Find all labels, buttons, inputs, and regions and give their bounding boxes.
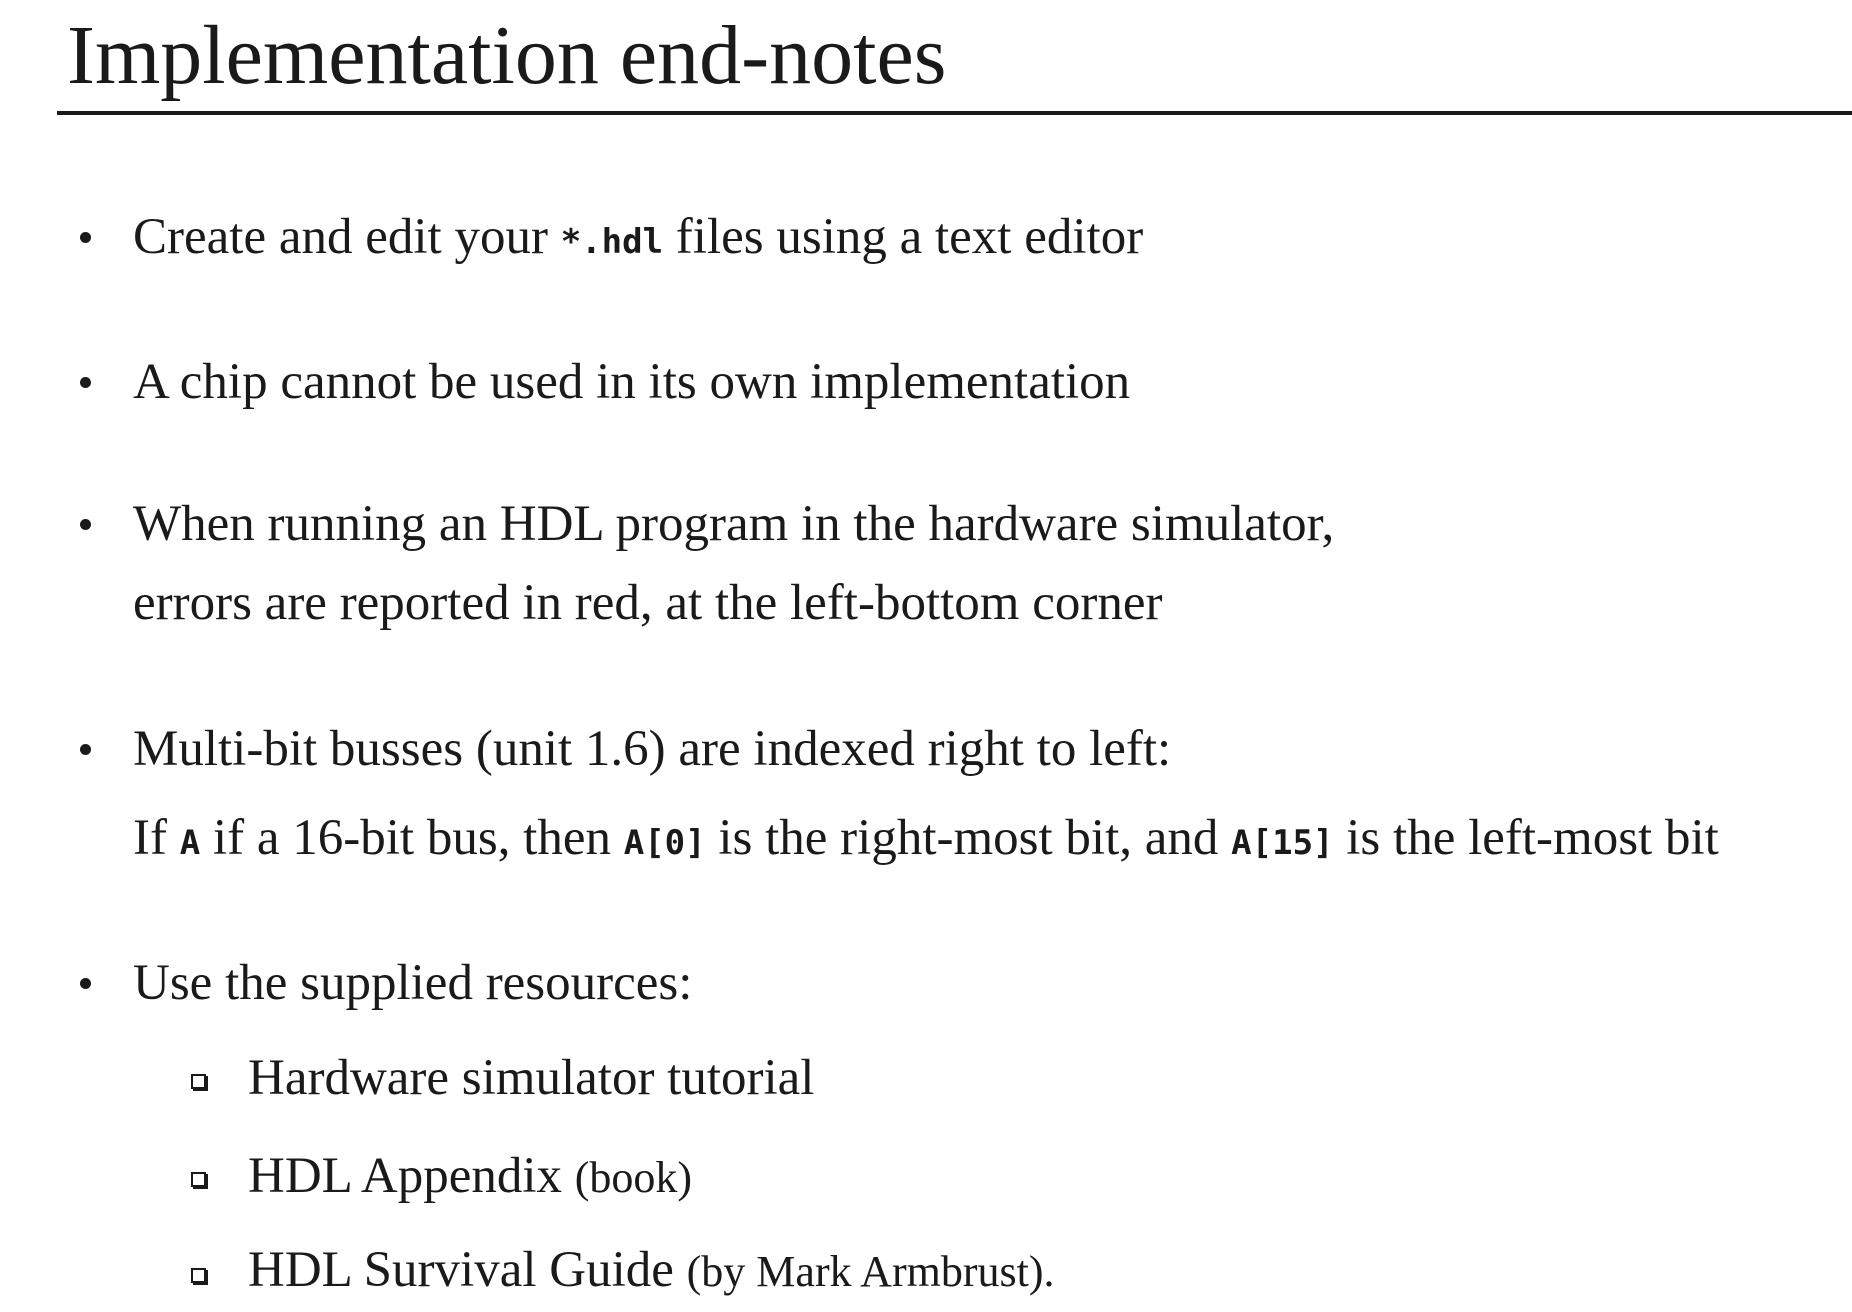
sub-bullet-box — [191, 1172, 206, 1187]
bullet-text-part: if a 16-bit bus, then — [200, 810, 624, 866]
resource-main: Hardware simulator tutorial — [248, 1050, 815, 1106]
sub-bullet-box — [191, 1074, 206, 1089]
slide-title: Implementation end-notes — [67, 9, 947, 102]
bullet-text: A chip cannot be used in its own implementation — [133, 354, 1131, 410]
bullet-dot — [80, 377, 91, 388]
bullet-dot — [80, 744, 91, 755]
resource-note: (book) — [574, 1153, 693, 1202]
sub-bullet-box — [191, 1268, 206, 1283]
resource-item — [248, 1242, 1055, 1298]
bullet-text-part: is the right-most bit, and — [705, 810, 1232, 866]
resource-item — [248, 1050, 815, 1106]
bullet-text-continuation: errors are reported in red, at the left-bottom corner — [133, 575, 1163, 631]
bullet-text: Multi-bit busses (unit 1.6) are indexed right to left: — [133, 721, 1172, 777]
code-snippet: A — [179, 823, 201, 863]
bullet-text-part: If — [133, 810, 180, 866]
bullet-text-part: files using a text editor — [663, 209, 1144, 265]
bullet-text: When running an HDL program in the hardware simulator, — [133, 496, 1335, 552]
code-snippet: *.hdl — [560, 222, 664, 262]
code-snippet: A[0] — [623, 823, 706, 863]
bullet-dot — [80, 519, 91, 530]
code-snippet: A[15] — [1231, 823, 1334, 863]
resource-main: HDL Survival Guide — [248, 1242, 687, 1298]
resource-item — [248, 1148, 693, 1204]
bullet-dot — [80, 232, 91, 243]
title-divider — [57, 111, 1852, 115]
bullet-text-part: Create and edit your — [133, 209, 561, 265]
bullet-text: Use the supplied resources: — [133, 955, 693, 1011]
bullet-text-continuation — [133, 810, 1719, 866]
resource-main: HDL Appendix — [248, 1148, 575, 1204]
bullet-text — [133, 209, 1144, 265]
bullet-dot — [80, 978, 91, 989]
bullet-text-part: is the left-most bit — [1333, 810, 1719, 866]
resource-note: (by Mark Armbrust). — [686, 1247, 1055, 1296]
